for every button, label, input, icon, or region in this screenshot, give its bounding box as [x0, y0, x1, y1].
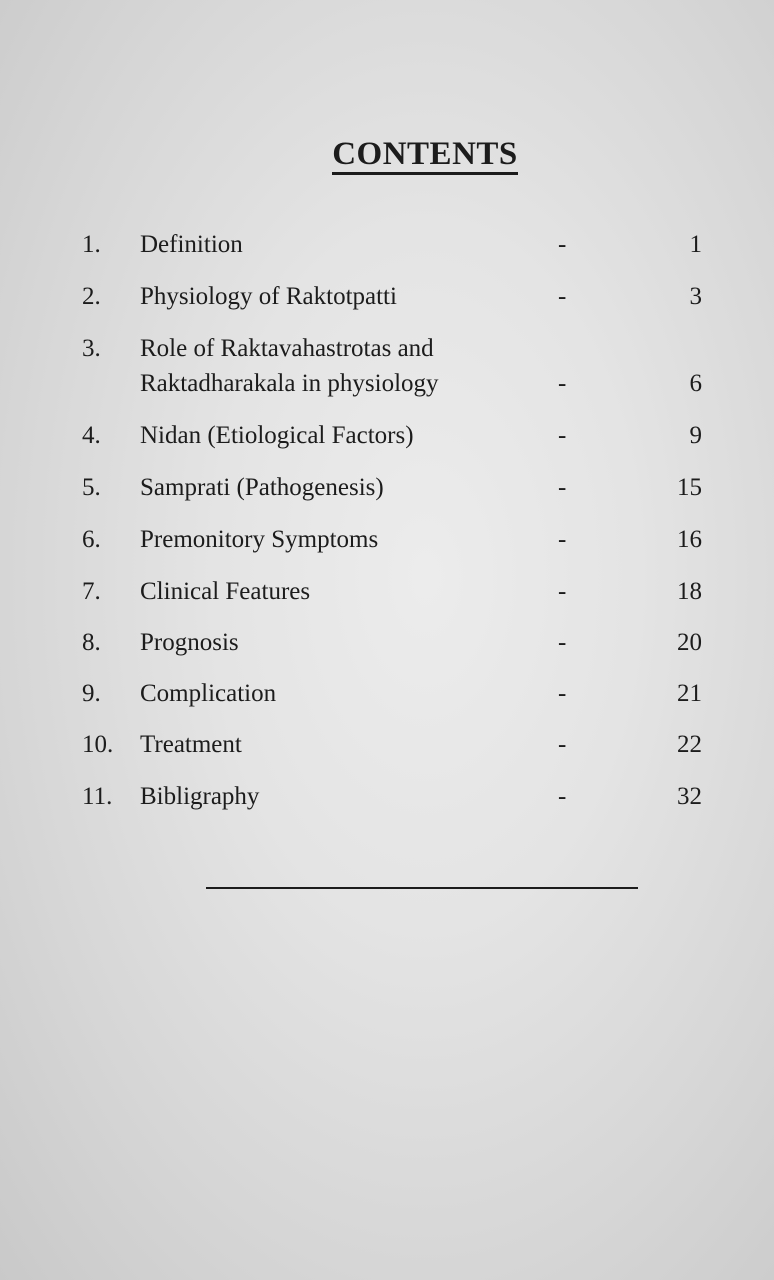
entry-dash: - — [558, 474, 567, 501]
entry-page-number: 18 — [677, 578, 702, 605]
entry-title: Samprati (Pathogenesis) — [140, 474, 384, 501]
entry-page-number: 16 — [677, 526, 702, 553]
entry-dash: - — [558, 578, 567, 605]
entry-dash: - — [558, 370, 567, 397]
entry-title: Nidan (Etiological Factors) — [140, 422, 414, 449]
entry-dash: - — [558, 526, 567, 553]
entry-title: Complication — [140, 680, 277, 707]
entry-page-number: 32 — [677, 783, 702, 810]
entry-dash: - — [558, 231, 567, 258]
entry-number: 4. — [82, 422, 101, 449]
entry-number: 6. — [82, 526, 101, 553]
entry-page-number: 6 — [689, 370, 702, 397]
entry-dash: - — [558, 680, 567, 707]
entry-page-number: 3 — [689, 283, 702, 310]
entry-number: 8. — [82, 629, 101, 656]
entry-page-number: 21 — [677, 680, 702, 707]
entry-page-number: 20 — [677, 629, 702, 656]
entry-page-number: 15 — [677, 474, 702, 501]
page-title-text: CONTENTS — [332, 136, 518, 175]
entry-page-number: 22 — [677, 731, 702, 758]
entry-dash: - — [558, 629, 567, 656]
entry-title: Treatment — [140, 731, 242, 758]
entry-title-line-2: Raktadharakala in physiology — [140, 370, 439, 397]
entry-number: 11. — [82, 783, 113, 810]
entry-title: Clinical Features — [140, 578, 311, 605]
entry-number: 1. — [82, 231, 101, 258]
page-title — [0, 136, 774, 173]
entry-number: 2. — [82, 283, 101, 310]
closing-rule — [206, 887, 638, 889]
entry-number: 7. — [82, 578, 101, 605]
entry-title: Prognosis — [140, 629, 239, 656]
entry-number: 10. — [82, 731, 114, 758]
entry-title: Premonitory Symptoms — [140, 526, 379, 553]
entry-dash: - — [558, 783, 567, 810]
entry-number: 3. — [82, 335, 101, 362]
entry-title: Role of Raktavahastrotas and — [140, 335, 434, 362]
entry-number: 5. — [82, 474, 101, 501]
entry-page-number: 9 — [689, 422, 702, 449]
entry-title: Bibligraphy — [140, 783, 260, 810]
entry-title: Physiology of Raktotpatti — [140, 283, 397, 310]
entry-dash: - — [558, 422, 567, 449]
entry-dash: - — [558, 731, 567, 758]
entry-number: 9. — [82, 680, 101, 707]
entry-page-number: 1 — [689, 231, 702, 258]
entry-title: Definition — [140, 231, 243, 258]
entry-dash: - — [558, 283, 567, 310]
